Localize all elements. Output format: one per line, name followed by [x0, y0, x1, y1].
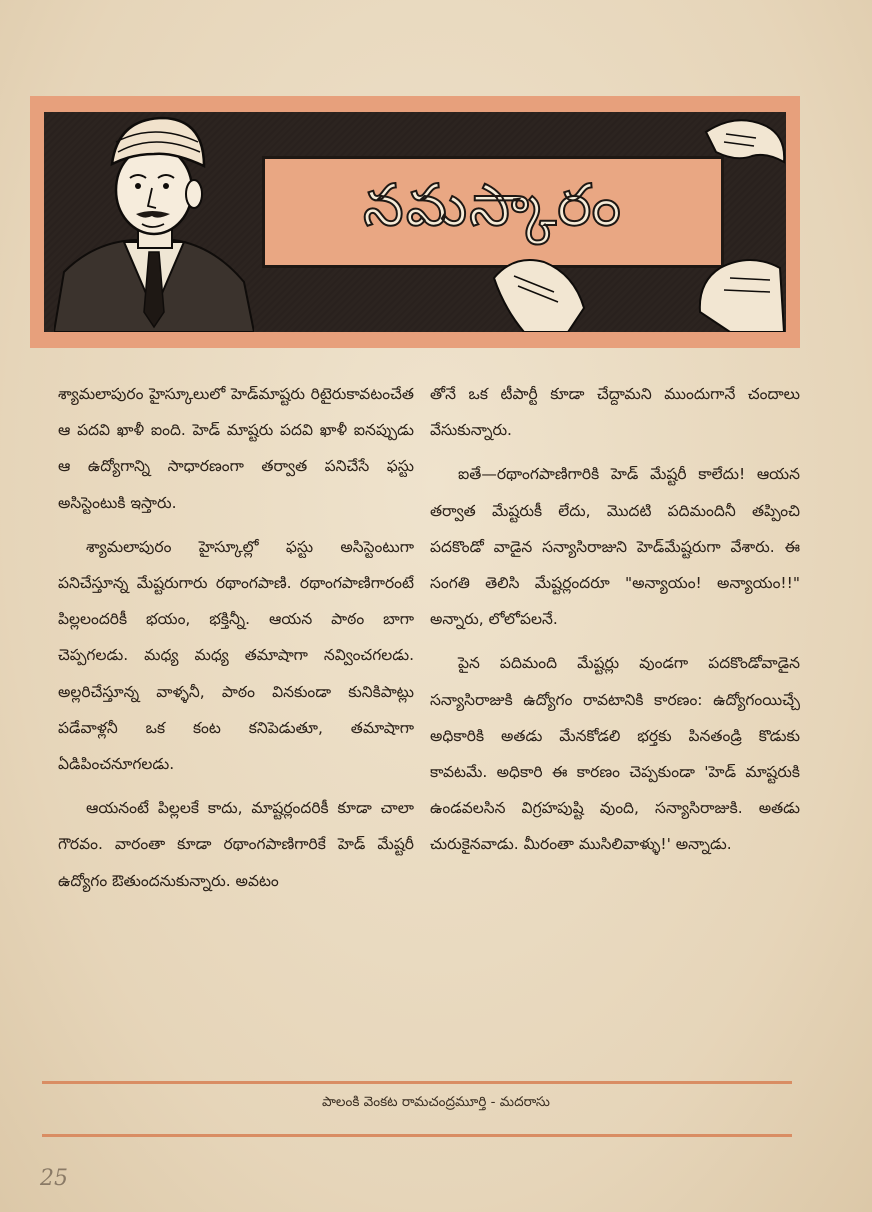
article-right-column: [430, 376, 800, 863]
page-title: నమస్కారం: [363, 170, 623, 239]
page-number: 25: [40, 1166, 68, 1191]
paragraph: శ్యామలాపురం హైస్కూల్లో ఫస్టు అసిస్టెంటుగా పనిచేస్తూన్న మేష్టరుగారు రథాంగపాణి. రథాంగపాణిగారంటే పిల్లలందరికీ భయం, భక్తిన్నీ. ఆయన పాఠం బాగా చెప్పగలడు. మధ్య మధ్య తమాషాగా నవ్వించగలడు. అల్లరిచేస్తూన్న వాళ్ళనీ, పాఠం వినకుండా కునికిపాట్లు పడేవాళ్లనీ ఒక కంట కనిపెడుతూ, తమాషాగా ఏడిపించనూగలడు.: [58, 537, 414, 774]
header-banner: [30, 96, 800, 348]
man-in-turban-illustration: [54, 112, 254, 332]
hand-top-right-illustration: [696, 112, 786, 192]
article-left-column: [58, 376, 414, 899]
paragraph: తోనే ఒక టీపార్టీ కూడా చేద్దామని ముందుగానే చందాలు వేసుకున్నారు.: [430, 385, 800, 440]
hand-bottom-right-illustration: [690, 248, 786, 332]
author-byline: పాలంకి వెంకట రామచంద్రమూర్తి - మదరాసు: [322, 1094, 550, 1110]
footer-rule-bottom: [42, 1134, 792, 1137]
paragraph: శ్యామలాపురం హైస్కూలులో హెడ్‌మాష్టరు రిటైరుకావటంచేత ఆ పదవి ఖాళీ ఐంది. హెడ్ మాష్టరు పదవి ఖాళీ ఐనప్పుడు ఆ ఉద్యోగాన్ని సాధారణంగా తర్వాత పనిచేసే ఫస్టు అసిస్టెంటుకి ఇస్తారు.: [58, 385, 414, 512]
banner-illustration: [44, 112, 786, 332]
paragraph: ఆయనంటే పిల్లలకే కాదు, మాష్టర్లందరికీ కూడా చాలా గౌరవం. వారంతా కూడా రథాంగపాణిగారికే హెడ్ మేష్టరీ ఉద్యోగం ఔతుందనుకున్నారు. అవటం: [58, 799, 414, 890]
paragraph: ఐతే—రథాంగపాణిగారికి హెడ్ మేష్టరీ కాలేదు! ఆయన తర్వాత మేష్టరుకీ లేదు, మొదటి పదిమందినీ తప్పించి పదకొండో వాడైన సన్యాసిరాజుని హెడ్‌మేష్టరుగా వేశారు. ఈ సంగతి తెలిసి మేష్టర్లందరూ "అన్యాయం! అన్యాయం!!" అన్నారు, లోలోపలనే.: [430, 465, 800, 629]
footer-rule-top: [42, 1081, 792, 1084]
paragraph: పైన పదిమంది మేష్టర్లు వుండగా పదకొండోవాడైన సన్యాసిరాజుకి ఉద్యోగం రావటానికి కారణం: ఉద్యోగంయిచ్చే అధికారికి అతడు మేనకోడలి భర్తకు పినతండ్రి కొడుకు కావటమే. అధికారి ఈ కారణం చెప్పకుండా 'హెడ్ మాష్టరుకి ఉండవలసిన విగ్రహపుష్టి వుంది, సన్యాసిరాజుకి. అతడు చురుకైనవాడు. మీరంతా ముసిలివాళ్ళు!' అన్నాడు.: [430, 654, 800, 854]
hand-bottom-center-illustration: [484, 248, 594, 332]
